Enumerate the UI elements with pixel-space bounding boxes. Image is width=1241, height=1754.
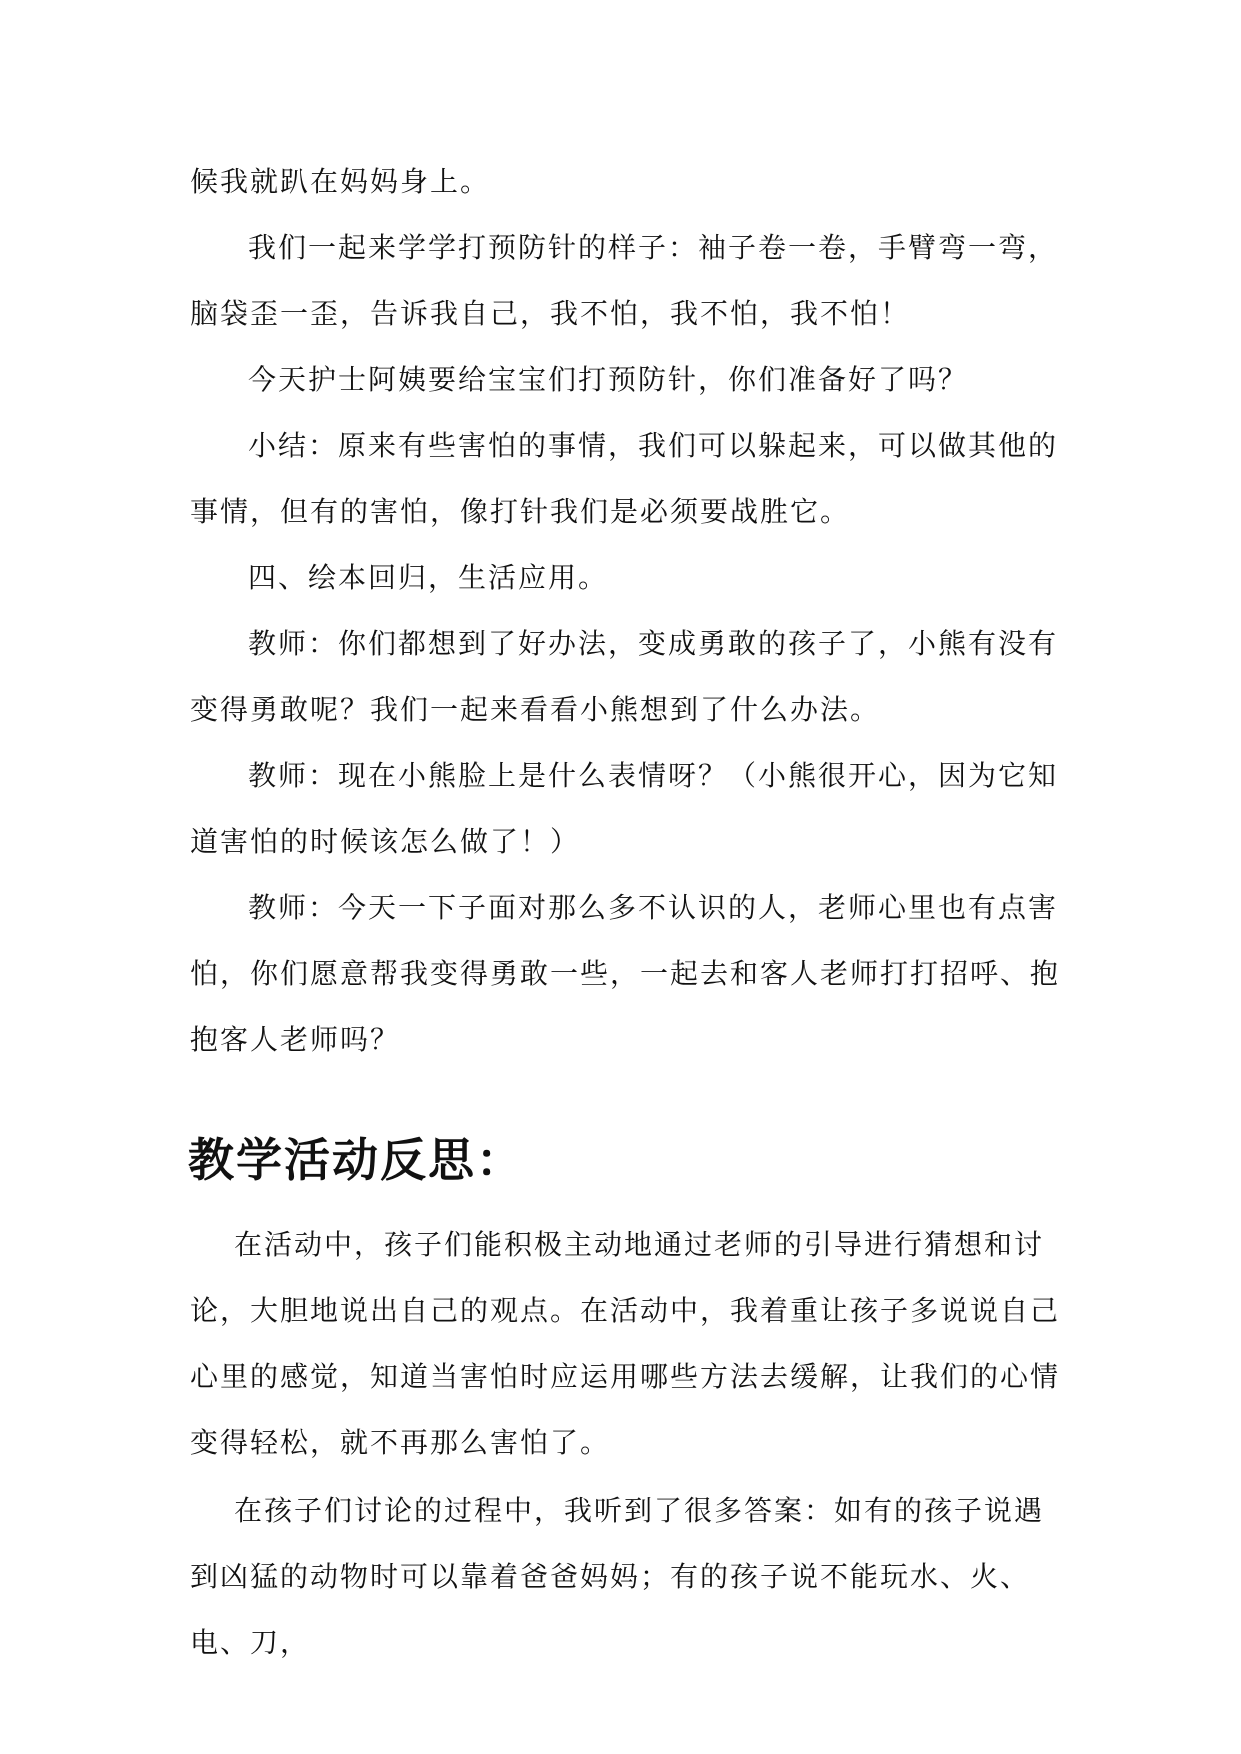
paragraph-teacher-expression: 教师：现在小熊脸上是什么表情呀？（小熊很开心，因为它知道害怕的时候该怎么做了！） <box>190 759 1059 858</box>
paragraph-section-four: 四、绘本回归，生活应用。 <box>248 561 609 594</box>
paragraph-teacher-brave: 教师：你们都想到了好办法，变成勇敢的孩子了，小熊有没有变得勇敢呢？我们一起来看看小熊想到了什么办法。 <box>190 627 1059 726</box>
reflection-paragraph-discussion: 在孩子们讨论的过程中，我听到了很多答案：如有的孩子说遇到凶猛的动物时可以靠着爸爸妈妈；有的孩子说不能玩水、火、电、刀， <box>190 1494 1045 1659</box>
paragraph-continuation: 候我就趴在妈妈身上。 <box>190 165 491 198</box>
paragraph-summary: 小结：原来有些害怕的事情，我们可以躲起来，可以做其他的事情，但有的害怕，像打针我们是必须要战胜它。 <box>190 429 1059 528</box>
reflection-heading: 教学活动反思： <box>188 1133 524 1187</box>
paragraph-vaccination-pose: 我们一起来学学打预防针的样子：袖子卷一卷，手臂弯一弯，脑袋歪一歪，告诉我自己，我不怕，我不怕，我不怕！ <box>190 231 1059 330</box>
paragraph-nurse-vaccination: 今天护士阿姨要给宝宝们打预防针，你们准备好了吗？ <box>248 363 969 396</box>
paragraph-teacher-guests: 教师：今天一下子面对那么多不认识的人，老师心里也有点害怕，你们愿意帮我变得勇敢一些，一起去和客人老师打打招呼、抱抱客人老师吗？ <box>190 891 1061 1056</box>
reflection-paragraph-activity: 在活动中，孩子们能积极主动地通过老师的引导进行猜想和讨论，大胆地说出自己的观点。在活动中，我着重让孩子多说说自己心里的感觉，知道当害怕时应运用哪些方法去缓解，让我们的心情变得轻松，就不再那么害怕了。 <box>190 1228 1061 1459</box>
